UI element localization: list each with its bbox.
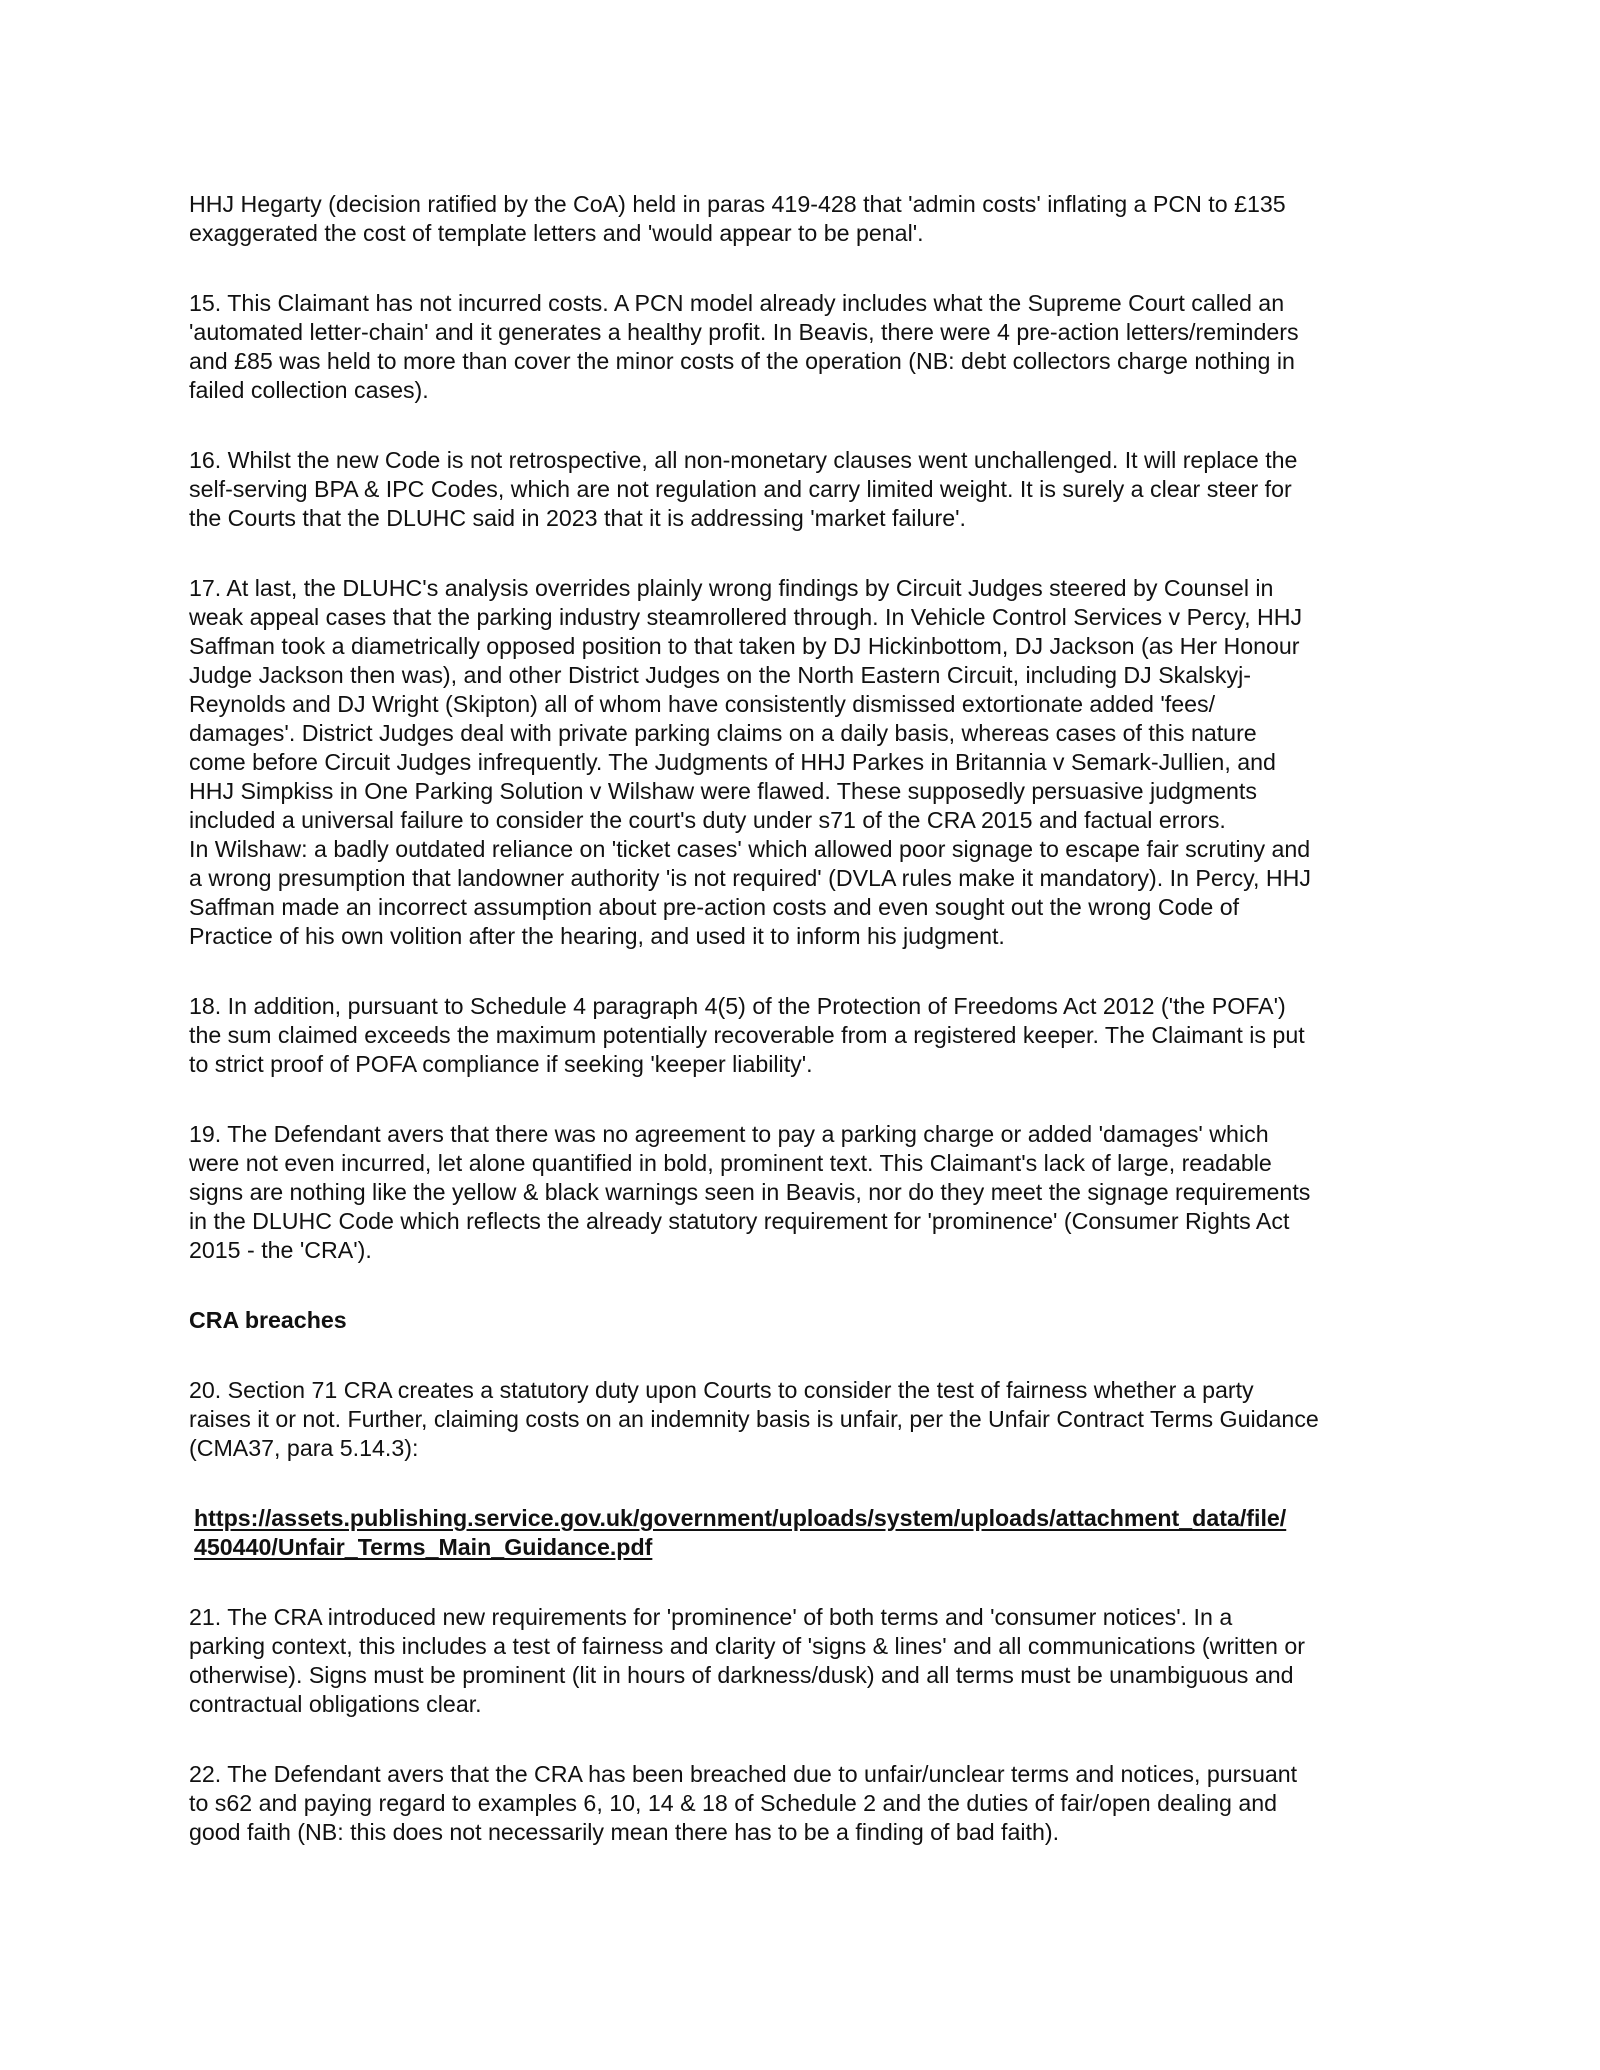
text-line: and £85 was held to more than cover the minor costs of the operation (NB: debt collectors charge nothing in: [189, 348, 1295, 374]
paragraph-20: [189, 1376, 1419, 1463]
text-line: HHJ Simpkiss in One Parking Solution v Wilshaw were flawed. These supposedly persuasive judgments: [189, 778, 1257, 804]
text-line: to strict proof of POFA compliance if seeking 'keeper liability'.: [189, 1051, 813, 1077]
text-line: contractual obligations clear.: [189, 1691, 482, 1717]
guidance-link[interactable]: [189, 1504, 1419, 1562]
paragraph-hegarty: [189, 190, 1419, 248]
paragraph-22: [189, 1760, 1419, 1847]
text-line: raises it or not. Further, claiming costs on an indemnity basis is unfair, per the Unfair Contract Terms Guidance: [189, 1406, 1319, 1432]
text-line: 22. The Defendant avers that the CRA has been breached due to unfair/unclear terms and notices, pursuant: [189, 1761, 1298, 1787]
text-line: self-serving BPA & IPC Codes, which are not regulation and carry limited weight. It is surely a clear steer for: [189, 476, 1292, 502]
text-line: Saffman took a diametrically opposed position to that taken by DJ Hickinbottom, DJ Jackson (as Her Honour: [189, 633, 1300, 659]
link-line[interactable]: https://assets.publishing.service.gov.uk/government/uploads/system/uploads/attachment_data/file/: [194, 1505, 1287, 1531]
text-line: Practice of his own volition after the hearing, and used it to inform his judgment.: [189, 923, 1005, 949]
text-line: (CMA37, para 5.14.3):: [189, 1435, 419, 1461]
text-line: failed collection cases).: [189, 377, 429, 403]
text-line: 16. Whilst the new Code is not retrospective, all non-monetary clauses went unchallenged. It will replace the: [189, 447, 1298, 473]
text-line: 21. The CRA introduced new requirements for 'prominence' of both terms and 'consumer notices'. In a: [189, 1604, 1233, 1630]
text-line: the sum claimed exceeds the maximum potentially recoverable from a registered keeper. The Claimant is put: [189, 1022, 1305, 1048]
text-line: parking context, this includes a test of fairness and clarity of 'signs & lines' and all communications (written or: [189, 1633, 1305, 1659]
text-line: otherwise). Signs must be prominent (lit in hours of darkness/dusk) and all terms must be unambiguous and: [189, 1662, 1294, 1688]
text-line: signs are nothing like the yellow & black warnings seen in Beavis, nor do they meet the signage requirements: [189, 1179, 1311, 1205]
text-line: damages'. District Judges deal with private parking claims on a daily basis, whereas cases of this nature: [189, 720, 1257, 746]
paragraph-21: [189, 1603, 1419, 1719]
text-line: were not even incurred, let alone quantified in bold, prominent text. This Claimant's lack of large, readable: [189, 1150, 1272, 1176]
section-heading-cra-breaches: CRA breaches: [189, 1307, 347, 1333]
text-line: Judge Jackson then was), and other District Judges on the North Eastern Circuit, including DJ Skalskyj-: [189, 662, 1251, 688]
text-line: come before Circuit Judges infrequently. The Judgments of HHJ Parkes in Britannia v Semark-Jullien, and: [189, 749, 1276, 775]
text-line: in the DLUHC Code which reflects the already statutory requirement for 'prominence' (Consumer Rights Act: [189, 1208, 1290, 1234]
text-line: weak appeal cases that the parking industry steamrollered through. In Vehicle Control Services v Percy, HHJ: [189, 604, 1303, 630]
text-line: good faith (NB: this does not necessarily mean there has to be a finding of bad faith).: [189, 1819, 1060, 1845]
document-page: [189, 190, 1419, 1888]
text-line: 18. In addition, pursuant to Schedule 4 paragraph 4(5) of the Protection of Freedoms Act 2012 ('the POFA'): [189, 993, 1286, 1019]
text-line: 17. At last, the DLUHC's analysis overrides plainly wrong findings by Circuit Judges steered by Counsel in: [189, 575, 1274, 601]
text-line: HHJ Hegarty (decision ratified by the CoA) held in paras 419-428 that 'admin costs' inflating a PCN to £135: [189, 191, 1286, 217]
link-line[interactable]: 450440/Unfair_Terms_Main_Guidance.pdf: [194, 1534, 653, 1560]
text-line: exaggerated the cost of template letters and 'would appear to be penal'.: [189, 220, 924, 246]
text-line: to s62 and paying regard to examples 6, 10, 14 & 18 of Schedule 2 and the duties of fair/open dealing and: [189, 1790, 1278, 1816]
paragraph-16: [189, 446, 1419, 533]
text-line: 20. Section 71 CRA creates a statutory duty upon Courts to consider the test of fairness whether a party: [189, 1377, 1254, 1403]
paragraph-18: [189, 992, 1419, 1079]
text-line: Saffman made an incorrect assumption about pre-action costs and even sought out the wrong Code of: [189, 894, 1240, 920]
paragraph-15: [189, 289, 1419, 405]
text-line: Reynolds and DJ Wright (Skipton) all of whom have consistently dismissed extortionate added 'fees/: [189, 691, 1216, 717]
text-line: 'automated letter-chain' and it generates a healthy profit. In Beavis, there were 4 pre-action letters/reminders: [189, 319, 1299, 345]
text-line: In Wilshaw: a badly outdated reliance on 'ticket cases' which allowed poor signage to escape fair scrutiny and: [189, 836, 1311, 862]
text-line: a wrong presumption that landowner authority 'is not required' (DVLA rules make it mandatory). In Percy, HHJ: [189, 865, 1311, 891]
text-line: 15. This Claimant has not incurred costs. A PCN model already includes what the Supreme Court called an: [189, 290, 1285, 316]
text-line: 2015 - the 'CRA').: [189, 1237, 372, 1263]
paragraph-17: [189, 574, 1419, 951]
text-line: the Courts that the DLUHC said in 2023 that it is addressing 'market failure'.: [189, 505, 966, 531]
paragraph-19: [189, 1120, 1419, 1265]
text-line: 19. The Defendant avers that there was no agreement to pay a parking charge or added 'damages' which: [189, 1121, 1269, 1147]
text-line: included a universal failure to consider the court's duty under s71 of the CRA 2015 and factual errors.: [189, 807, 1226, 833]
